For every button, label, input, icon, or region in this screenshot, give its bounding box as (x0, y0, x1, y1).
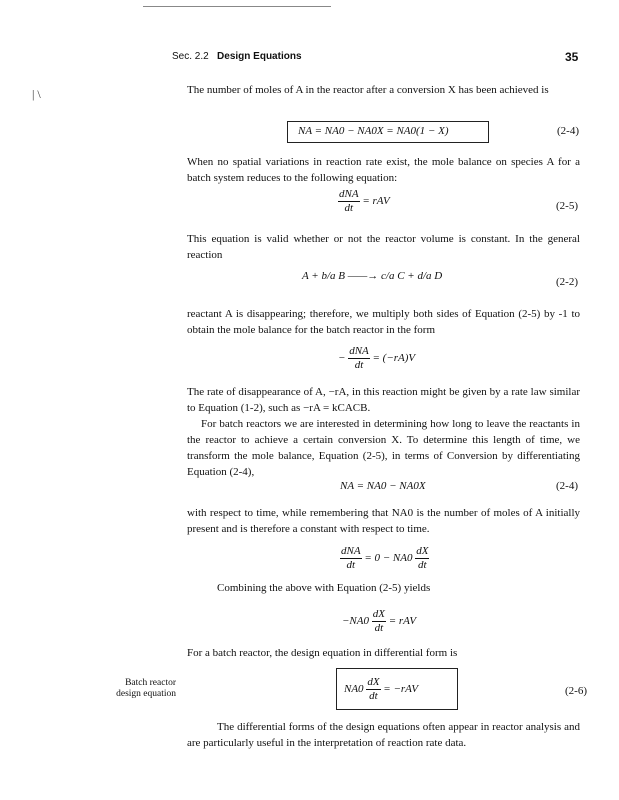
paragraph-10: The differential forms of the design equations often appear in reactor analysis and are particularly useful in the interpretation of reaction rate data. (187, 721, 580, 749)
section-label: Sec. 2.2 (172, 51, 209, 62)
paragraph-4: reactant A is disappearing; therefore, we multiply both sides of Equation (2-5) by -1 to obtain the mole balance for the batch reactor in the form (187, 308, 580, 336)
equation-differentiated: $\frac{\text{dNA}}{dt}$ = 0 − NA0 $\frac{dX}{dt}$ (341, 545, 429, 571)
paragraph-1: The number of moles of A in the reactor after a conversion X has been achieved is (187, 84, 549, 96)
fraction-dna-dt: $\frac{\text{dNA}}{dt}$ (339, 188, 359, 214)
paragraph-6: For batch reactors we are interested in determining how long to leave the reactants in the reactor to achieve a certain conversion X. To determine this length of time, we transform the mole balance, Equation (2-5), in terms of Conversion by differentiating Equation (2-4), (187, 418, 580, 478)
margin-note-line-1: Batch reactor (125, 678, 176, 688)
equation-combined: −NA0 $\frac{dX}{dt}$ = rAV (342, 608, 417, 634)
paragraph-9: For a batch reactor, the design equation in differential form is (187, 647, 458, 659)
equation-number-2-4: (2-4) (557, 125, 579, 137)
fraction-dna-dt-2: $\frac{\text{dNA}}{dt}$ (349, 345, 369, 371)
fraction-dx-dt-3: $\frac{dX}{dt}$ (367, 676, 380, 702)
equation-2-6: NA0 $\frac{dX}{dt}$ = −rAV (344, 676, 419, 702)
fraction-dx-dt: $\frac{dX}{dt}$ (416, 545, 429, 571)
running-header (172, 51, 302, 62)
paragraph-2: When no spatial variations in reaction rate exist, the mole balance on species A for a batch system reduces to the following equation: (187, 156, 580, 184)
header-title: Design Equations (217, 51, 302, 62)
fraction-dx-dt-2: $\frac{dX}{dt}$ (372, 608, 385, 634)
equation-number-2-2: (2-2) (556, 276, 578, 288)
margin-note-line-2: design equation (116, 689, 176, 699)
page-number: 35 (565, 50, 579, 64)
margin-note (80, 678, 176, 700)
paragraph-3: This equation is valid whether or not the reactor volume is constant. In the general reaction (187, 233, 580, 261)
paragraph-7: with respect to time, while remembering that NA0 is the number of moles of A initially present and is therefore a constant with respect to time. (187, 507, 580, 535)
equation-2-5: $\frac{\text{dNA}}{dt}$ = rAV (339, 188, 390, 214)
equation-number-2-6: (2-6) (565, 685, 587, 697)
equation-2-4-repeat: NA = NA0 − NA0X (340, 480, 426, 492)
equation-2-6-box (336, 668, 458, 710)
paragraph-8: Combining the above with Equation (2-5) yields (217, 582, 431, 594)
top-rule (143, 6, 331, 7)
equation-number-2-4-repeat: (2-4) (556, 480, 578, 492)
margin-mark: | \ (32, 87, 41, 101)
equation-2-4: NA = NA0 − NA0X = NA0(1 − X) (298, 125, 449, 137)
equation-2-2: A + b/a B ——→ c/a C + d/a D (302, 270, 443, 282)
paragraph-5: The rate of disappearance of A, −rA, in this reaction might be given by a rate law similar to Equation (1-2), such as −rA = kCACB. (187, 386, 580, 414)
fraction-dna-dt-3: $\frac{\text{dNA}}{dt}$ (341, 545, 361, 571)
equation-number-2-5: (2-5) (556, 200, 578, 212)
equation-batch-mole-balance: − $\frac{\text{dNA}}{dt}$ = (−rA)V (338, 345, 416, 371)
equation-2-4-box (287, 121, 489, 143)
